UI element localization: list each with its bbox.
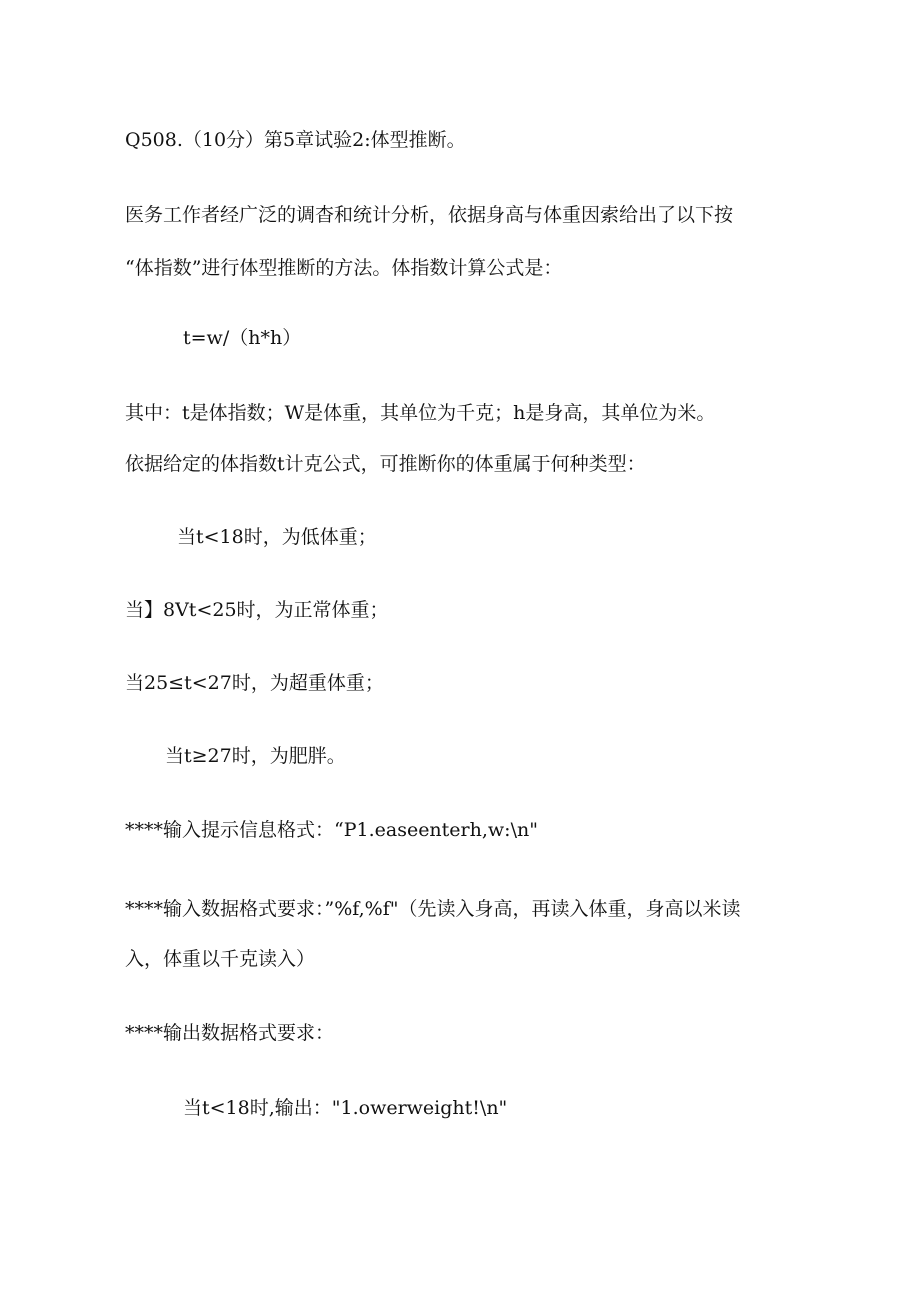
input-data-format-line-1: ****输入数据格式要求：”%f,%f"（先读入身高，再读入体重，身高以米读 <box>125 898 741 920</box>
intro-paragraph-line-2: “体指数”进行体型推断的方法。体指数计算公式是： <box>125 257 563 279</box>
rule-normal-weight: 当】8Vt<25时，为正常体重； <box>125 599 389 621</box>
input-data-format-line-2: 入，体重以千克读入） <box>125 948 316 970</box>
rule-intro-text: 依据给定的体指数t计克公式，可推断你的体重属于何种类型： <box>125 453 646 475</box>
rule-obese: 当t≥27时，为肥胖。 <box>165 745 346 767</box>
intro-paragraph-line-1: 医务工作者经广泛的调杳和统计分析，依据身高与体重因索给出了以下按 <box>125 204 734 226</box>
output-format-heading: ****输出数据格式要求： <box>125 1022 335 1044</box>
definition-text: 其中：t是体指数；W是体重，其单位为千克；h是身高，其单位为米。 <box>125 402 716 424</box>
output-low-weight: 当t<18时,输出："1.owerweight!\n" <box>183 1097 508 1119</box>
rule-low-weight: 当t<18时，为低体重； <box>177 526 377 548</box>
input-prompt-format: ****输入提示信息格式：“P1.easeenterh,w:\n" <box>125 819 538 841</box>
rule-overweight: 当25≤t<27时，为超重体重； <box>125 672 384 694</box>
formula: t=w/（h*h） <box>183 327 302 349</box>
question-heading: Q508.（10分）第5章试验2:体型推断。 <box>125 129 466 151</box>
